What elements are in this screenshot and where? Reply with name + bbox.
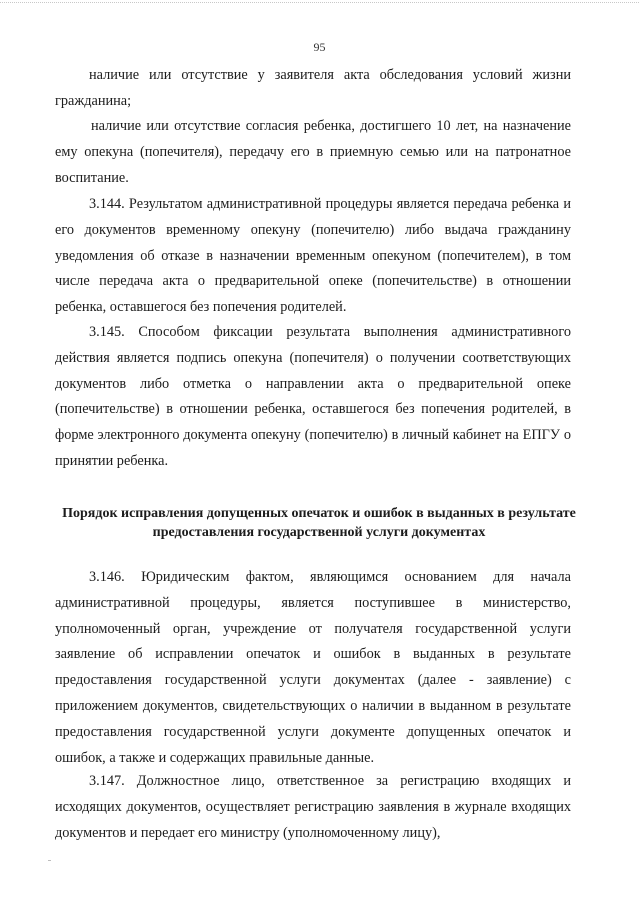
paragraph-applicant-act: наличие или отсутствие у заявителя акта обследования условий жизни гражданина; [55, 67, 571, 109]
scan-artifact [48, 860, 51, 861]
section-heading: Порядок исправления допущенных опечаток и ошибок в выданных в результате предоставления государственной услуги документах [62, 506, 576, 540]
paragraph-3-147: 3.147. Должностное лицо, ответственное за регистрацию входящих и исходящих документов, осуществляет регистрацию заявления в журнале входящих документов и передает его министру (уполномоченному лицу), [55, 773, 571, 841]
page-top-edge [0, 2, 639, 3]
paragraph-3-145: 3.145. Способом фиксации результата выполнения административного действия является подпись опекуна (попечителя) о получении соответствующих документов либо отметка о направлении акта о предварительной опеке (попечительстве) в отношении ребенка, оставшегося без попечения родителей, в форме электронного документа опекуну (попечителю) в личный кабинет на ЕПГУ о принятии ребенка. [55, 324, 571, 469]
paragraph-3-146: 3.146. Юридическим фактом, являющимся основанием для начала административной процедуры, является поступившее в министерство, уполномоченный орган, учреждение от получателя государственной услуги заявление об исправлении опечаток и ошибок в выданных в результате предоставления государственной услуги документах (далее - заявление) с приложением документов, свидетельствующих о наличии в выданном в результате предоставления государственной услуги документе допущенных опечаток и ошибок, а также и содержащих правильные данные. [55, 569, 571, 766]
paragraph-child-consent: наличие или отсутствие согласия ребенка, достигшего 10 лет, на назначение ему опекуна (попечителя), передачу его в приемную семью или на патронатное воспитание. [55, 118, 571, 186]
paragraph-3-144: 3.144. Результатом административной процедуры является передача ребенка и его документов временному опекуну (попечителю) либо выдача гражданину уведомления об отказе в назначении временным опекуном (попечителем), в том числе передача акта о предварительной опеке (попечительстве) в отношении ребенка, оставшегося без попечения родителей. [55, 196, 571, 316]
page-number: 95 [313, 40, 326, 54]
